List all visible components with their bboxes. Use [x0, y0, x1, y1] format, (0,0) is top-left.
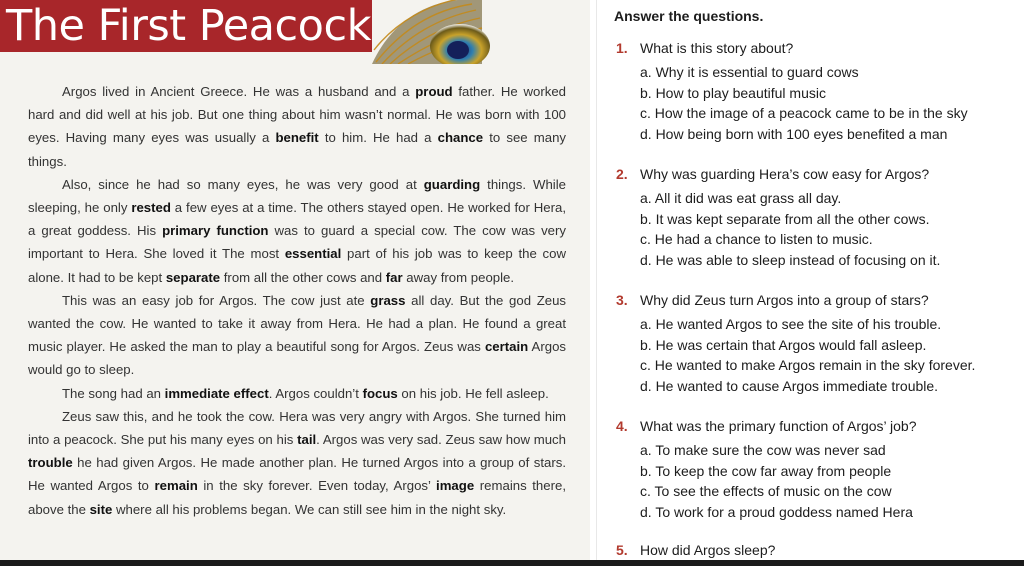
- story-paragraph: [28, 405, 566, 521]
- question-number: 5.: [616, 542, 628, 558]
- vocabulary-word: remain: [154, 478, 198, 494]
- peacock-feather-icon: [372, 0, 590, 64]
- answer-option[interactable]: c. To see the effects of music on the cow: [640, 483, 892, 499]
- vocabulary-word: primary function: [162, 223, 269, 239]
- story-text: part of his job was to keep the cow alone. It had to be kept: [28, 246, 566, 285]
- question-text: Why did Zeus turn Argos into a group of stars?: [640, 292, 929, 308]
- question-number: 1.: [616, 40, 628, 56]
- story-text: from all the other cows and: [220, 269, 386, 285]
- answer-option[interactable]: a. All it did was eat grass all day.: [640, 190, 842, 206]
- vocabulary-word: chance: [437, 130, 484, 146]
- story-text: Argos would go to sleep.: [28, 339, 566, 378]
- answer-option[interactable]: d. To work for a proud goddess named Hera: [640, 503, 913, 520]
- story-text: father. He worked hard and did well at his job. But one thing about him wasn’t normal. He was born with 100 eyes. Having many eyes was usually a: [28, 84, 566, 146]
- story-text: things. While sleeping, he only: [28, 176, 566, 216]
- answer-option[interactable]: a. To make sure the cow was never sad: [640, 442, 886, 458]
- story-text: The song had an: [62, 385, 165, 401]
- story-text: Argos lived in Ancient Greece. He was a husband and a: [62, 84, 416, 99]
- answer-option[interactable]: a. He wanted Argos to see the site of his trouble.: [640, 316, 942, 332]
- answer-option[interactable]: b. To keep the cow far away from people: [640, 462, 892, 479]
- vocabulary-word: focus: [362, 385, 398, 401]
- bottom-edge: [0, 560, 1024, 566]
- answer-option[interactable]: d. He was able to sleep instead of focusing on it.: [640, 251, 941, 268]
- vocabulary-word: far: [385, 269, 403, 285]
- question-text: What was the primary function of Argos’ job?: [640, 418, 917, 434]
- vocabulary-word: site: [89, 501, 113, 517]
- story-text: where all his problems began. We can still see him in the night sky.: [112, 501, 507, 517]
- story-text: he had given Argos. He made another plan. He turned Argos into a group of stars. He wanted Argos to: [28, 455, 566, 494]
- story-text: to him. He had a: [318, 130, 438, 146]
- vocabulary-word: essential: [284, 246, 342, 262]
- answer-option[interactable]: b. How to play beautiful music: [640, 84, 826, 101]
- vocabulary-word: grass: [370, 292, 406, 308]
- questions-heading: Answer the questions.: [614, 8, 764, 24]
- answer-option[interactable]: c. He had a chance to listen to music.: [640, 231, 873, 247]
- vocabulary-word: trouble: [28, 455, 73, 471]
- story-paragraph: [28, 80, 566, 173]
- story-text: to see many things.: [28, 130, 566, 169]
- story-paragraph: [28, 382, 566, 405]
- story-text: . Argos couldn’t: [268, 385, 363, 401]
- story-text: Zeus saw this, and he took the cow. Hera was very angry with Argos. She turned him into a peacock. She put his many eyes on his: [28, 408, 566, 448]
- answer-option[interactable]: b. It was kept separate from all the other cows.: [640, 210, 930, 227]
- story-text: a few eyes at a time. The others stayed open. He worked for Hera, a great goddess. His: [28, 200, 566, 239]
- answer-option[interactable]: a. Why it is essential to guard cows: [640, 64, 859, 80]
- vocabulary-word: immediate effect: [164, 385, 269, 401]
- question-text: How did Argos sleep?: [640, 542, 776, 558]
- questions-panel: [614, 0, 1019, 566]
- vocabulary-word: tail: [297, 432, 317, 448]
- vocabulary-word: proud: [415, 84, 453, 99]
- vocabulary-word: separate: [165, 269, 221, 285]
- story-paragraph: [28, 173, 566, 289]
- vocabulary-word: image: [436, 478, 475, 494]
- vocabulary-word: certain: [484, 339, 529, 355]
- story-paragraph: [28, 289, 566, 382]
- answer-option[interactable]: b. He was certain that Argos would fall asleep.: [640, 336, 927, 353]
- column-divider: [596, 0, 597, 566]
- story-text: was to guard a special cow. The cow was very important to Hera. She loved it The most: [28, 223, 566, 262]
- vocabulary-word: rested: [131, 200, 171, 216]
- story-text: . Argos was very sad. Zeus saw how much: [316, 432, 566, 448]
- story-body: [28, 80, 566, 521]
- story-text: remains there, above the: [28, 478, 566, 517]
- vocabulary-word: guarding: [423, 176, 481, 192]
- question-number: 2.: [616, 166, 628, 182]
- story-title: The First Peacock: [6, 1, 371, 51]
- answer-option[interactable]: c. How the image of a peacock came to be in the sky: [640, 105, 968, 121]
- story-text: all day. But the god Zeus wanted the cow. He wanted to take it away from Hera. He had a plan. He found a great music player. He asked the man to play a beautiful song for Argos. Zeus was: [28, 292, 567, 355]
- story-text: Also, since he had so many eyes, he was very good at: [62, 176, 424, 192]
- vocabulary-word: benefit: [275, 130, 319, 146]
- story-text: on his job. He fell asleep.: [397, 385, 549, 401]
- question-number: 4.: [616, 418, 628, 434]
- story-text: away from people.: [402, 269, 515, 285]
- title-banner: [0, 0, 372, 52]
- peacock-feather-image: [372, 0, 590, 64]
- answer-option[interactable]: c. He wanted to make Argos remain in the sky forever.: [640, 357, 976, 373]
- answer-option[interactable]: d. How being born with 100 eyes benefited a man: [640, 125, 948, 142]
- question-number: 3.: [616, 292, 628, 308]
- story-text: in the sky forever. Even today, Argos’: [197, 478, 437, 494]
- story-text: This was an easy job for Argos. The cow just ate: [62, 292, 371, 308]
- question-text: What is this story about?: [640, 40, 794, 56]
- answer-option[interactable]: d. He wanted to cause Argos immediate trouble.: [640, 377, 939, 394]
- question-text: Why was guarding Hera’s cow easy for Argos?: [640, 166, 930, 182]
